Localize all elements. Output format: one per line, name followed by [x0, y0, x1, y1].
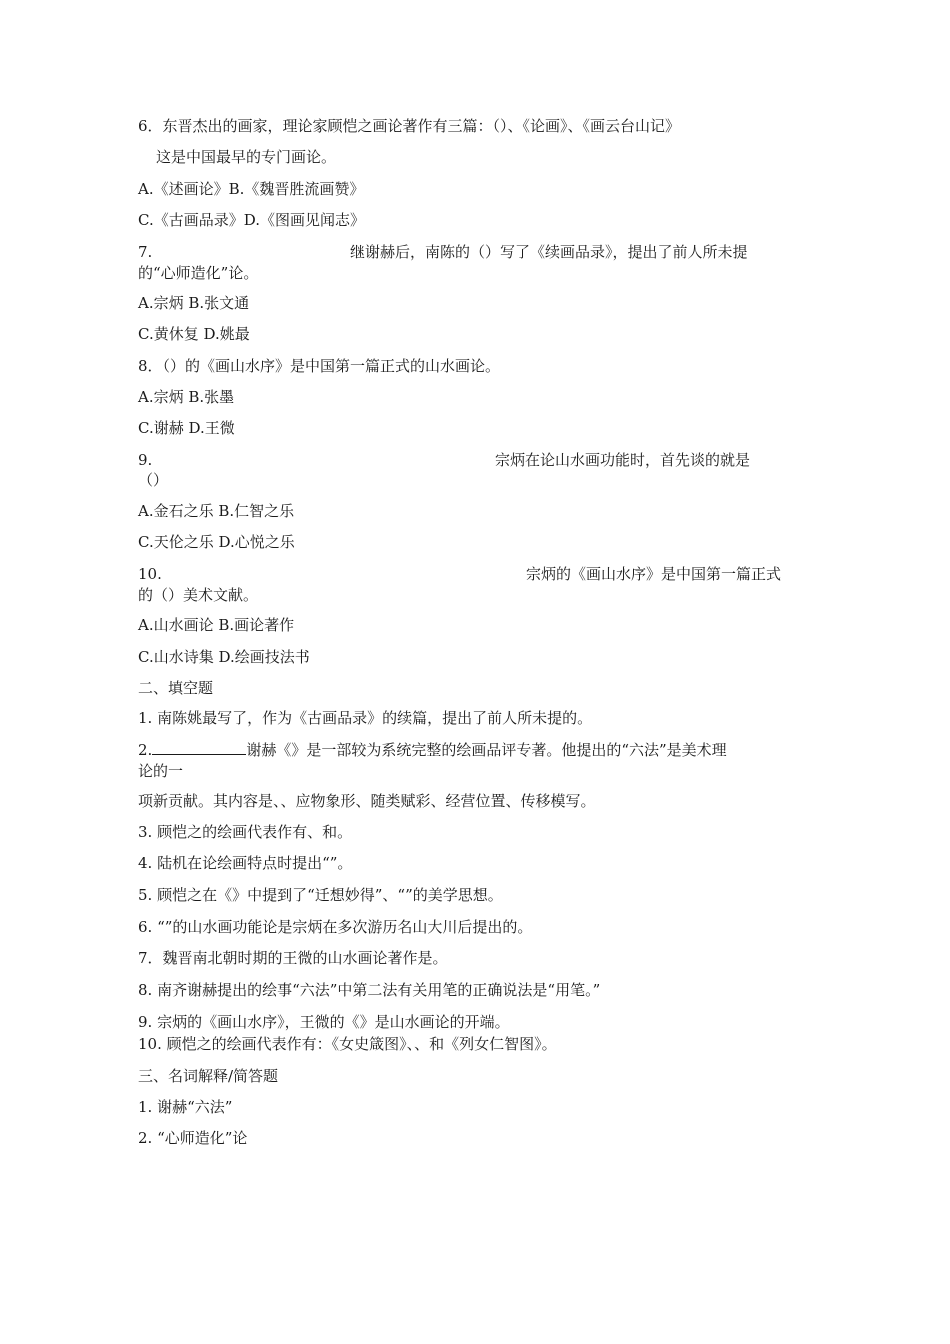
q8-options-cd: C.谢赫 D.王微 [138, 419, 235, 437]
answer-item-2: 2. “心师造化”论 [138, 1129, 248, 1147]
fill-item-3: 3. 顾恺之的绘画代表作有、和。 [138, 823, 353, 841]
fill-item-2 [138, 740, 727, 760]
q7-line1 [138, 242, 810, 262]
q7-options-cd: C.黄休复 D.姚最 [138, 325, 250, 343]
q8-line1: 8．（）的《画山水序》是中国第一篇正式的山水画论。 [138, 357, 501, 375]
q7-text: 继谢赫后，南陈的（）写了《续画品录》，提出了前人所未提 [350, 243, 748, 261]
fill-item-2-line3: 项新贡献。其内容是、、应物象形、随类赋彩、经营位置、传移模写。 [138, 792, 596, 810]
q6-line1: 6．东晋杰出的画家，理论家顾恺之画论著作有三篇：（）、《论画》、《画云台山记》 [138, 117, 681, 135]
q9-line1 [138, 450, 810, 470]
q9-options-ab: A.金石之乐 B.仁智之乐 [138, 502, 295, 520]
q10-text: 宗炳的《画山水序》是中国第一篇正式 [526, 565, 782, 583]
q10-options-ab: A.山水画论 B.画论著作 [138, 616, 295, 634]
q9-text: 宗炳在论山水画功能时，首先谈的就是 [495, 451, 751, 469]
q6-line2: 这是中国最早的专门画论。 [156, 148, 337, 166]
q6-options-ab: A.《述画论》B.《魏晋胜流画赞》 [138, 180, 365, 198]
fill-item-5: 5. 顾恺之在《》中提到了“迁想妙得”、“”的美学思想。 [138, 886, 503, 904]
section2-title: 二、填空题 [138, 679, 214, 697]
fill-item-9: 9. 宗炳的《画山水序》，王微的《》是山水画论的开端。 [138, 1013, 510, 1031]
fill-item-7: 7．魏晋南北朝时期的王微的山水画论著作是。 [138, 949, 448, 967]
q10-line1 [138, 564, 810, 584]
q7-line2: 的“心师造化”论。 [138, 264, 259, 282]
q10-line2: 的（）美术文献。 [138, 586, 259, 604]
fill-item-2-number: 2. [138, 741, 153, 759]
fill-item-6: 6. “”的山水画功能论是宗炳在多次游历名山大川后提出的。 [138, 918, 533, 936]
q9-line2: （） [138, 471, 169, 489]
section3-title: 三、名词解释/简答题 [138, 1067, 279, 1085]
answer-item-1: 1. 谢赫“六法” [138, 1098, 233, 1116]
q7-options-ab: A.宗炳 B.张文通 [138, 294, 250, 312]
fill-item-2-line2: 论的一 [138, 762, 184, 780]
q10-options-cd: C.山水诗集 D.绘画技法书 [138, 648, 310, 666]
fill-item-8: 8. 南齐谢赫提出的绘事“六法”中第二法有关用笔的正确说法是“用笔。” [138, 981, 601, 999]
answer-blank [152, 740, 246, 755]
q8-options-ab: A.宗炳 B.张墨 [138, 388, 235, 406]
fill-item-4: 4. 陆机在论绘画特点时提出“”。 [138, 854, 353, 872]
q9-number: 9. [138, 451, 153, 469]
q6-options-cd: C.《古画品录》D.《图画见闻志》 [138, 211, 365, 229]
q10-number: 10. [138, 565, 162, 583]
q9-options-cd: C.天伦之乐 D.心悦之乐 [138, 533, 295, 551]
fill-item-1: 1. 南陈姚最写了，作为《古画品录》的续篇，提出了前人所未提的。 [138, 709, 593, 727]
fill-item-10: 10. 顾恺之的绘画代表作有：《女史箴图》、、和《列女仁智图》。 [138, 1035, 557, 1053]
q7-number: 7. [138, 243, 153, 261]
fill-item-2-text: 谢赫《》是一部较为系统完整的绘画品评专著。他提出的“六法”是美术理 [246, 741, 727, 759]
